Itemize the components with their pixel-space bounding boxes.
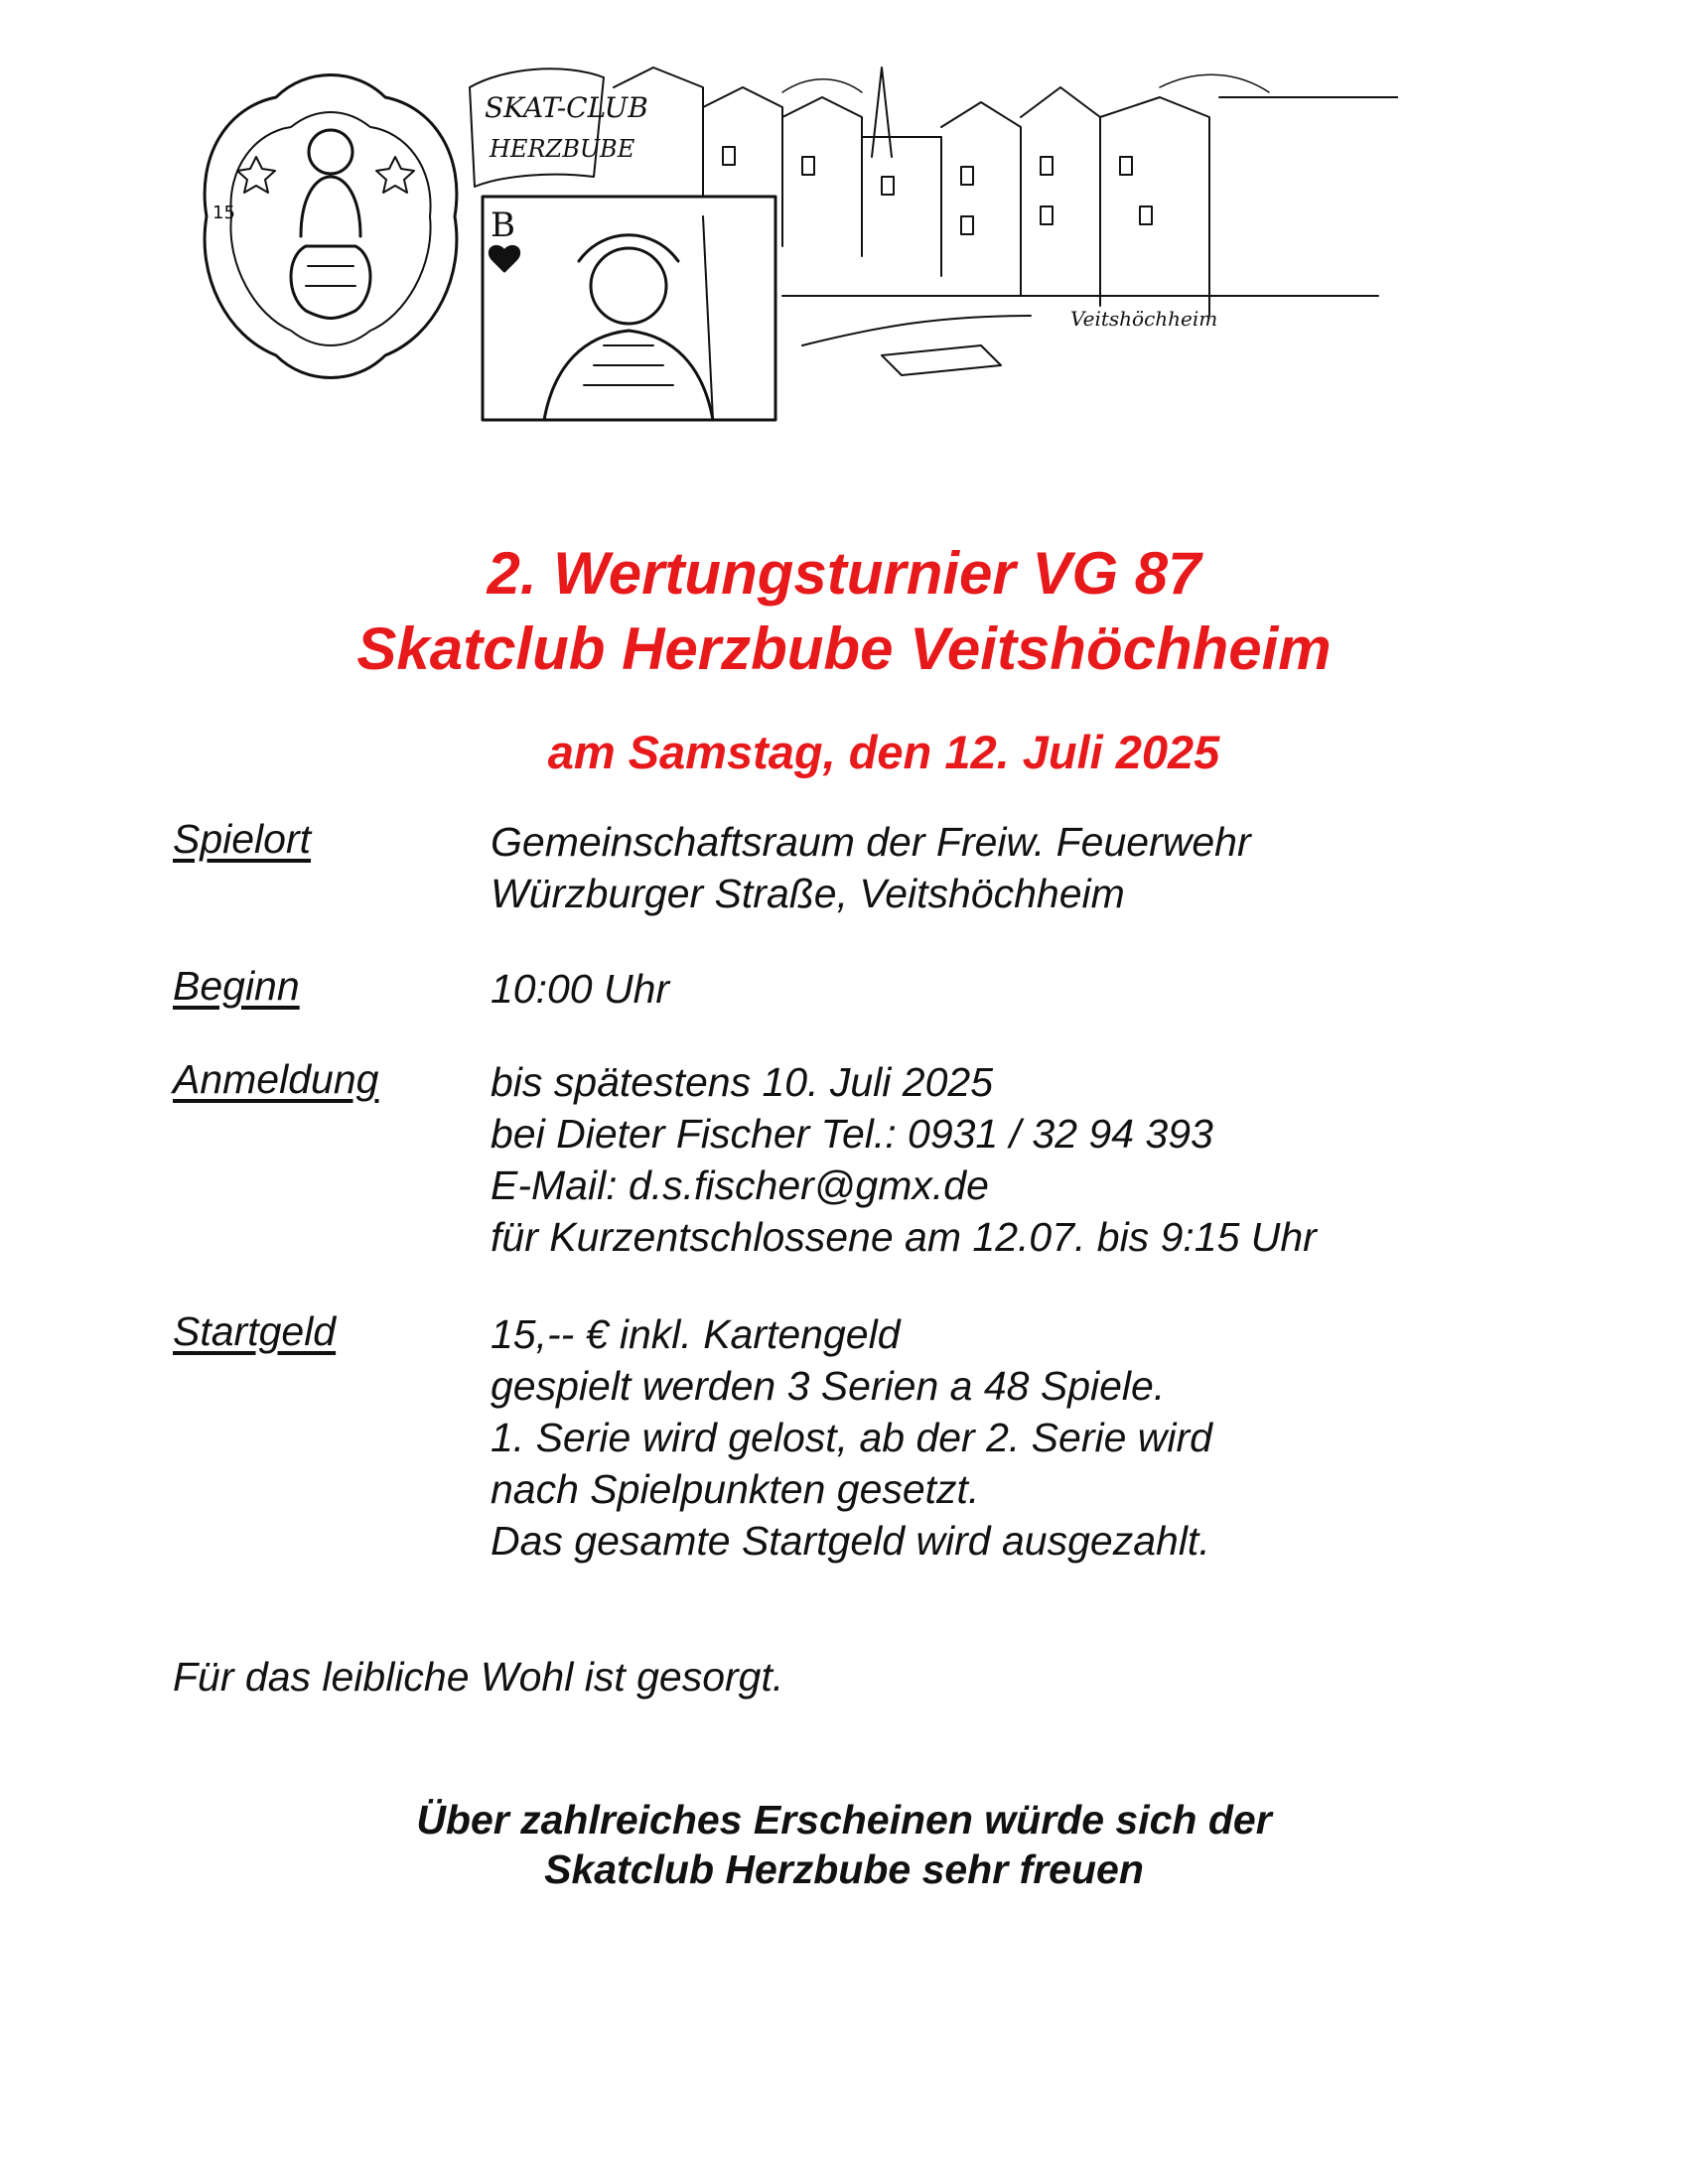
email-address[interactable]: E-Mail: d.s.fischer@gmx.de [491, 1162, 989, 1208]
section-lines: Gemeinschaftsraum der Freiw. Feuerwehr Würzburger Straße, Veitshöchheim [491, 819, 1251, 916]
section-label: Anmeldung [173, 1056, 379, 1102]
svg-text:SKAT-CLUB: SKAT-CLUB [485, 91, 648, 124]
jack-of-hearts-card [483, 197, 775, 420]
club-crest [205, 75, 457, 378]
event-title-line1: 2. Wertungsturnier VG 87 [487, 540, 1201, 607]
section-lines: bis spätestens 10. Juli 2025 bei Dieter Fischer Tel.: 0931 / 32 94 393 E-Mail: d.s.fischer@gmx.de für Kurzentschlossene am 12.07. bis 9:15 Uhr [491, 1059, 1317, 1260]
event-title-line2: Skatclub Herzbube Veitshöchheim [356, 615, 1332, 682]
section-lines: 15,-- € inkl. Kartengeld gespielt werden 3 Serien a 48 Spiele. 1. Serie wird gelost, ab der 2. Serie wird nach Spielpunkten gesetzt. Das gesamte Startgeld wird ausgezahlt. [491, 1311, 1212, 1564]
section-label: Spielort [173, 816, 312, 862]
club-banner-illustration [187, 48, 1398, 425]
club-sign [470, 68, 648, 187]
section-label: Startgeld [173, 1308, 337, 1354]
town-sketch [614, 68, 1398, 375]
crest-number: 15 [212, 203, 235, 223]
svg-text:B: B [491, 205, 515, 245]
svg-text:HERZBUBE: HERZBUBE [490, 135, 635, 163]
closing-text: Über zahlreiches Erscheinen würde sich der Skatclub Herzbube sehr freuen [416, 1797, 1272, 1892]
catering-note: Für das leibliche Wohl ist gesorgt. [173, 1654, 784, 1700]
town-caption: Veitshöchheim [1070, 307, 1218, 331]
section-lines: 10:00 Uhr [491, 966, 670, 1012]
event-title [0, 536, 1688, 687]
section-label: Beginn [173, 963, 300, 1009]
event-date: am Samstag, den 12. Juli 2025 [547, 726, 1220, 778]
